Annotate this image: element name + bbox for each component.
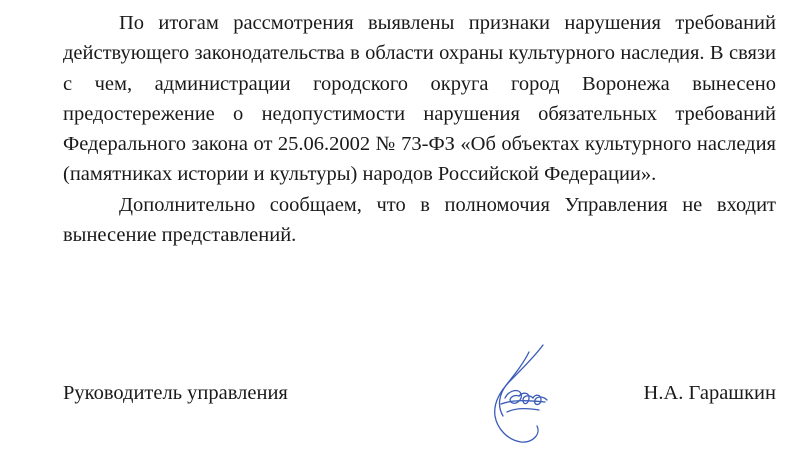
signature-block — [63, 378, 776, 408]
signatory-name: Н.А. Гарашкин — [643, 382, 776, 404]
signatory-title: Руководитель управления — [63, 382, 288, 404]
paragraph-additional-info: Дополнительно сообщаем, что в полномочия Управления не входит вынесение представлений. — [63, 193, 776, 247]
document-body — [63, 8, 776, 250]
paragraph-findings: По итогам рассмотрения выявлены признаки нарушения требований действующего законодательства в области охраны культурного наследия. В связи с чем, администрации городского округа город Воронежа вынесено предостережение о недопустимости нарушения обязательных требований Федерального закона от 25.06.2002 № 73-ФЗ «Об объектах культурного наследия (памятниках истории и культуры) народов Российской Федерации». — [63, 12, 776, 186]
